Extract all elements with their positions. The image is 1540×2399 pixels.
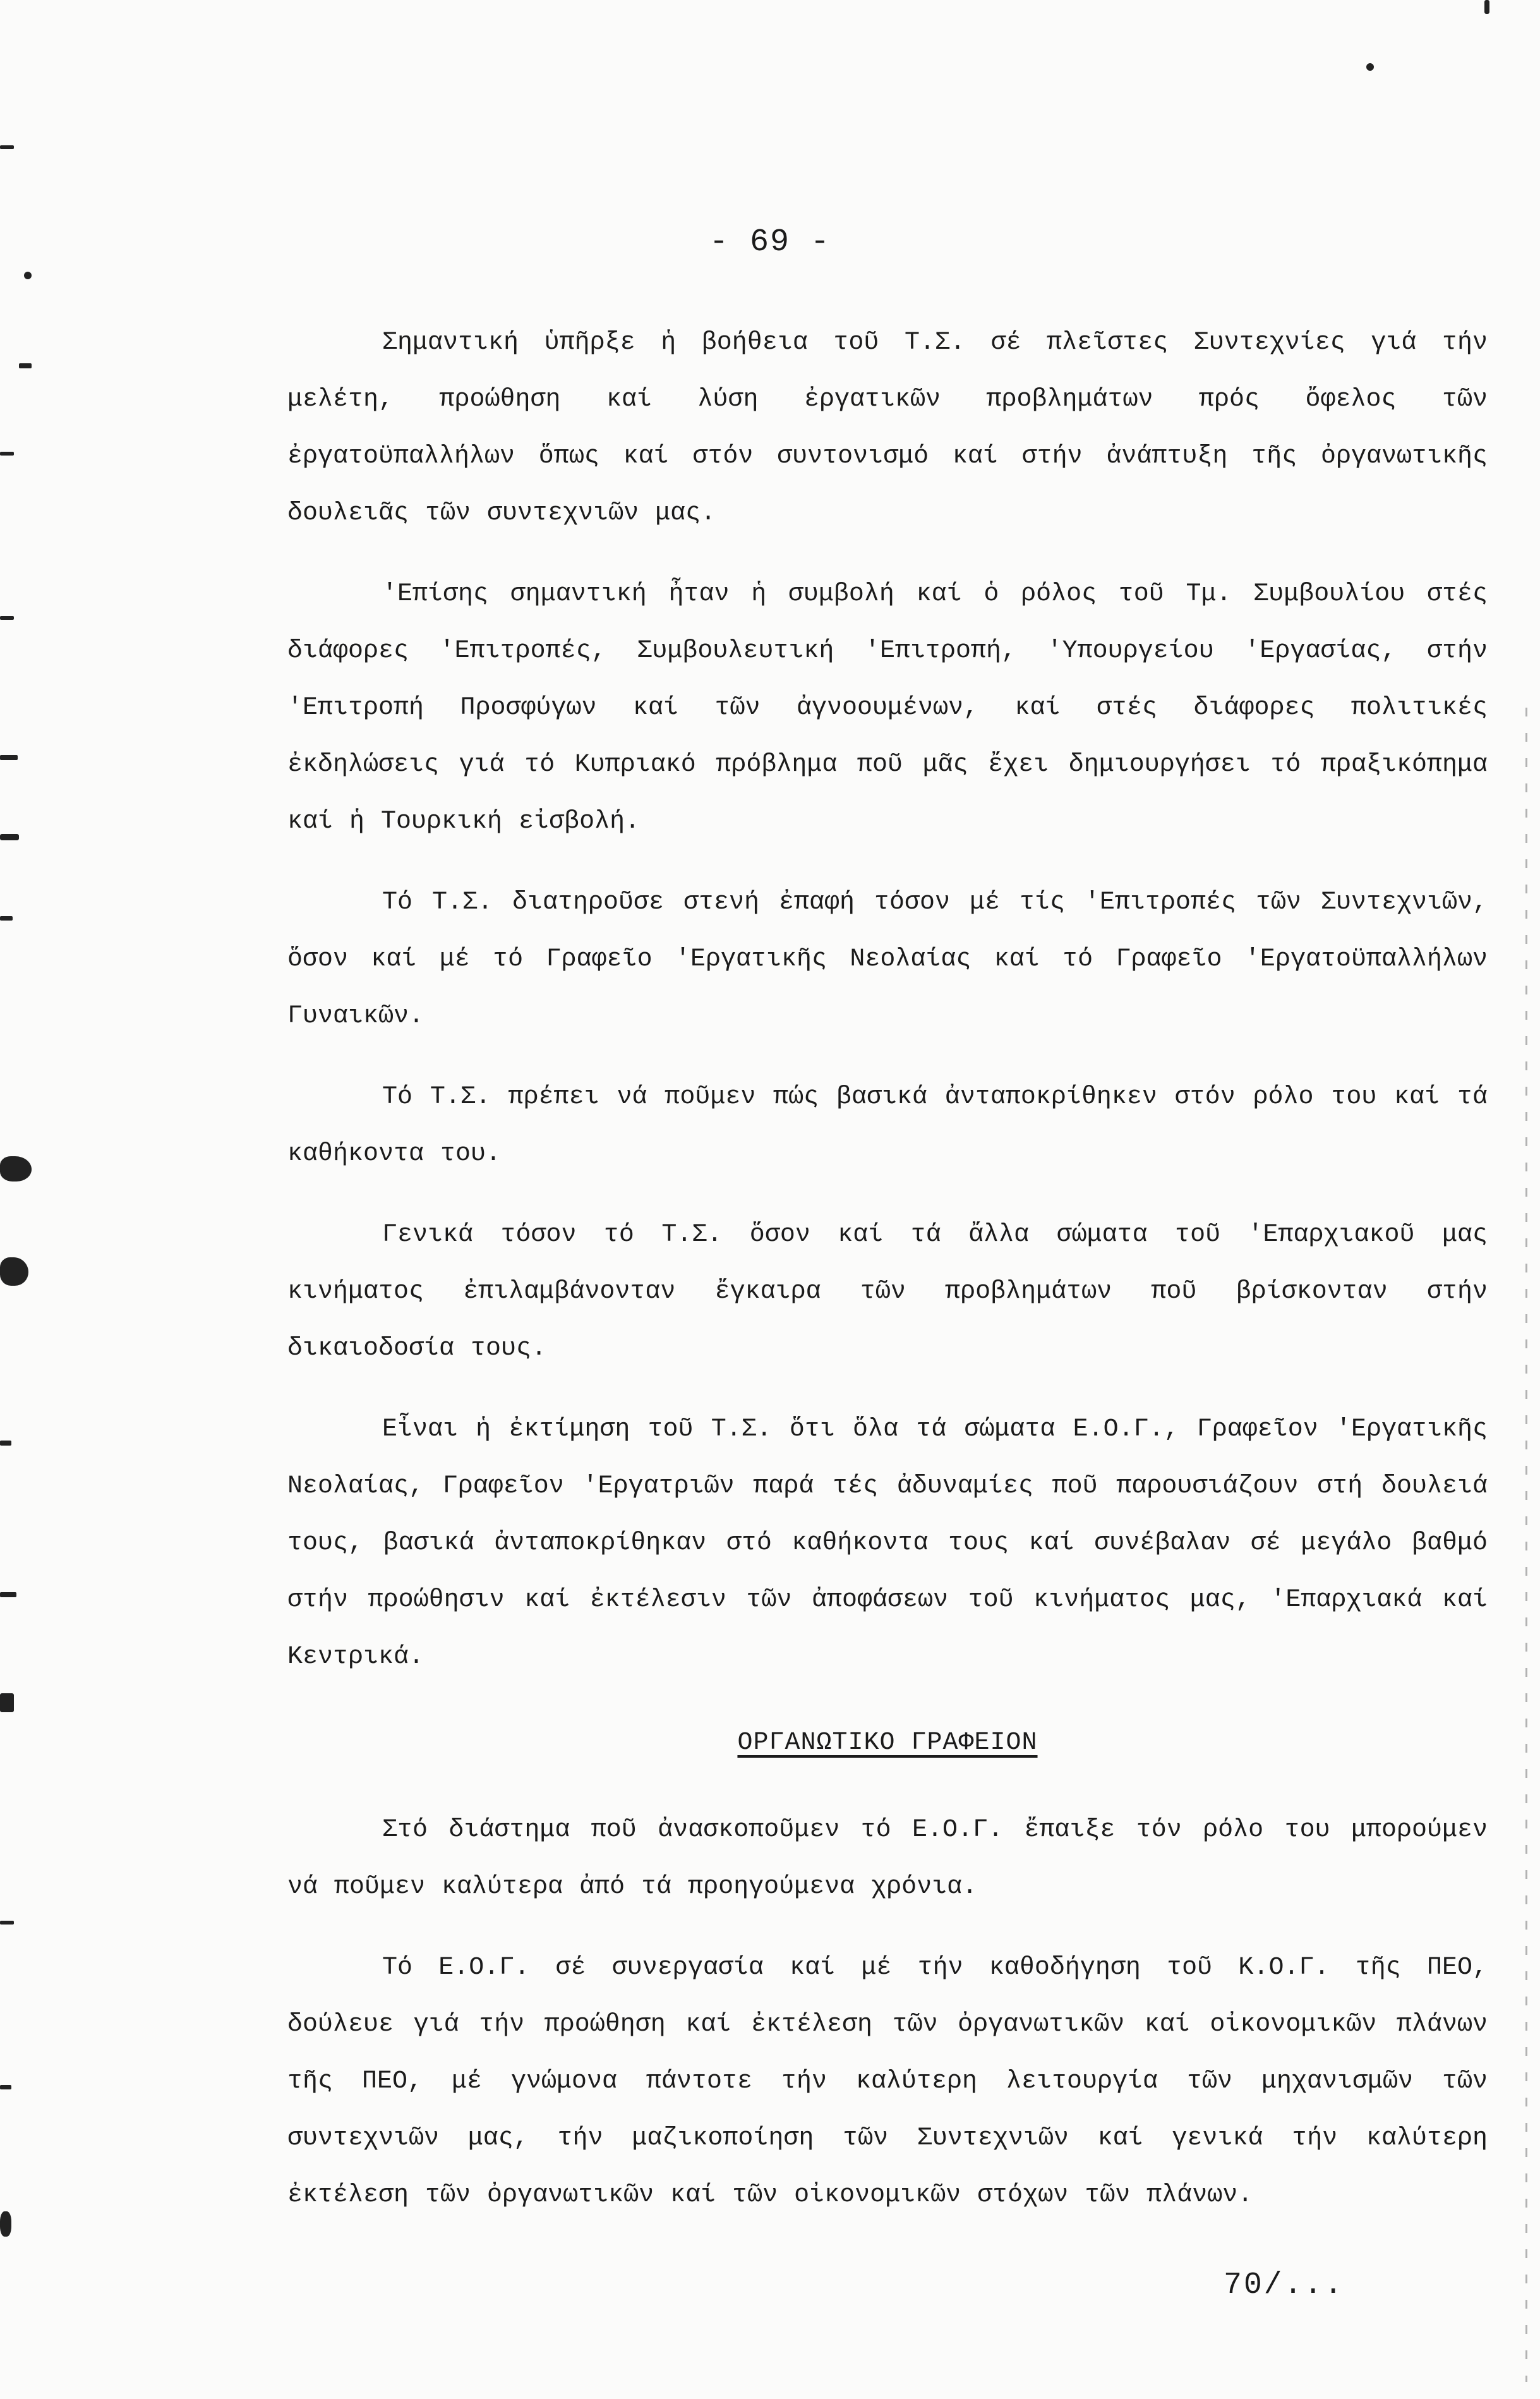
section-heading: ΟΡΓΑΝΩΤΙΚΟ ΓΡΑΦΕΙΟΝ (737, 1729, 1038, 1757)
paragraph: Στό διάστημα ποῦ ἀνασκοποῦμεν τό Ε.Ο.Γ. ἔπαιξε τόν ρόλο του μπορούμεν νά ποῦμεν καλύτερα ἀπό τά προηγούμενα χρόνια. (287, 1816, 1488, 1901)
scan-speck (1484, 0, 1489, 14)
scan-speck (0, 1592, 16, 1597)
scan-speck (0, 2085, 11, 2089)
document-body (287, 315, 1488, 2248)
scan-speck (0, 1156, 32, 1181)
scan-edge-shadow (1525, 708, 1527, 2382)
paragraph: Τό Τ.Σ. πρέπει νά ποῦμεν πώς βασικά ἀνταποκρίθηκεν στόν ρόλο του καί τά καθήκοντα του. (287, 1083, 1488, 1168)
scan-speck (0, 1921, 14, 1925)
scan-speck (0, 145, 14, 149)
paragraph: Γενικά τόσον τό Τ.Σ. ὅσον καί τά ἄλλα σώματα τοῦ 'Επαρχιακοῦ μας κινήματος ἐπιλαμβάνονταν ἔγκαιρα τῶν προβλημάτων ποῦ βρίσκονταν στήν δικαιοδοσία τους. (287, 1221, 1488, 1363)
paragraph: 'Επίσης σημαντική ἦταν ἡ συμβολή καί ὁ ρόλος τοῦ Τμ. Συμβουλίου στές διάφορες 'Επιτροπές, Συμβουλευτική 'Επιτροπή, 'Υπουργείου 'Εργασίας, στήν 'Επιτροπή Προσφύγων καί τῶν ἀγνοουμένων, καί στές διάφορες πολιτικές ἐκδηλώσεις γιά τό Κυπριακό πρόβλημα ποῦ μᾶς ἔχει δημιουργήσει τό πραξικόπημα καί ἡ Τουρκική εἰσβολή. (287, 580, 1488, 836)
scan-speck (0, 616, 14, 620)
scan-speck (0, 1441, 11, 1446)
scan-speck (0, 2211, 11, 2237)
scan-speck (0, 1693, 14, 1712)
scan-speck (19, 363, 32, 368)
paragraph: Σημαντική ὑπῆρξε ἡ βοήθεια τοῦ Τ.Σ. σέ πλεῖστες Συντεχνίες γιά τήν μελέτη, προώθηση καί λύση ἐργατικῶν προβλημάτων πρός ὄφελος τῶν ἐργατοϋπαλλήλων ὅπως καί στόν συντονισμό καί στήν ἀνάπτυξη τῆς ὀργανωτικῆς δουλειᾶς τῶν συντεχνιῶν μας. (287, 329, 1488, 528)
scan-speck (24, 272, 32, 279)
continuation-marker: 70/... (1224, 2268, 1344, 2302)
paragraph: Τό Ε.Ο.Γ. σέ συνεργασία καί μέ τήν καθοδήγηση τοῦ Κ.Ο.Γ. τῆς ΠΕΟ, δούλευε γιά τήν προώθηση καί ἐκτέλεση τῶν ὀργανωτικῶν καί οἰκονομικῶν πλάνων τῆς ΠΕΟ, μέ γνώμονα πάντοτε τήν καλύτερη λειτουργία τῶν μηχανισμῶν τῶν συντεχνιῶν μας, τήν μαζικοποίηση τῶν Συντεχνιῶν καί γενικά τήν καλύτερη ἐκτέλεση τῶν ὀργανωτικῶν καί τῶν οἰκονομικῶν στόχων τῶν πλάνων. (287, 1954, 1488, 2209)
scan-speck (0, 1257, 28, 1286)
scan-speck (0, 755, 18, 760)
scan-speck (1366, 63, 1374, 71)
scan-speck (0, 916, 13, 921)
page-number: - 69 - (709, 224, 831, 260)
scan-speck (0, 834, 19, 840)
scan-speck (0, 452, 14, 456)
paragraph: Τό Τ.Σ. διατηροῦσε στενή ἐπαφή τόσον μέ τίς 'Επιτροπές τῶν Συντεχνιῶν, ὅσον καί μέ τό Γραφεῖο 'Εργατικῆς Νεολαίας καί τό Γραφεῖο 'Εργατοϋπαλλήλων Γυναικῶν. (287, 888, 1488, 1030)
paragraph: Εἶναι ἡ ἐκτίμηση τοῦ Τ.Σ. ὅτι ὅλα τά σώματα Ε.Ο.Γ., Γραφεῖον 'Εργατικῆς Νεολαίας, Γραφεῖον 'Εργατριῶν παρά τές ἀδυναμίες ποῦ παρουσιάζουν στή δουλειά τους, βασικά ἀνταποκρίθηκαν στό καθήκοντα τους καί συνέβαλαν σέ μεγάλο βαθμό στήν προώθησιν καί ἐκτέλεσιν τῶν ἀποφάσεων τοῦ κινήματος μας, 'Επαρχιακά καί Κεντρικά. (287, 1415, 1488, 1671)
